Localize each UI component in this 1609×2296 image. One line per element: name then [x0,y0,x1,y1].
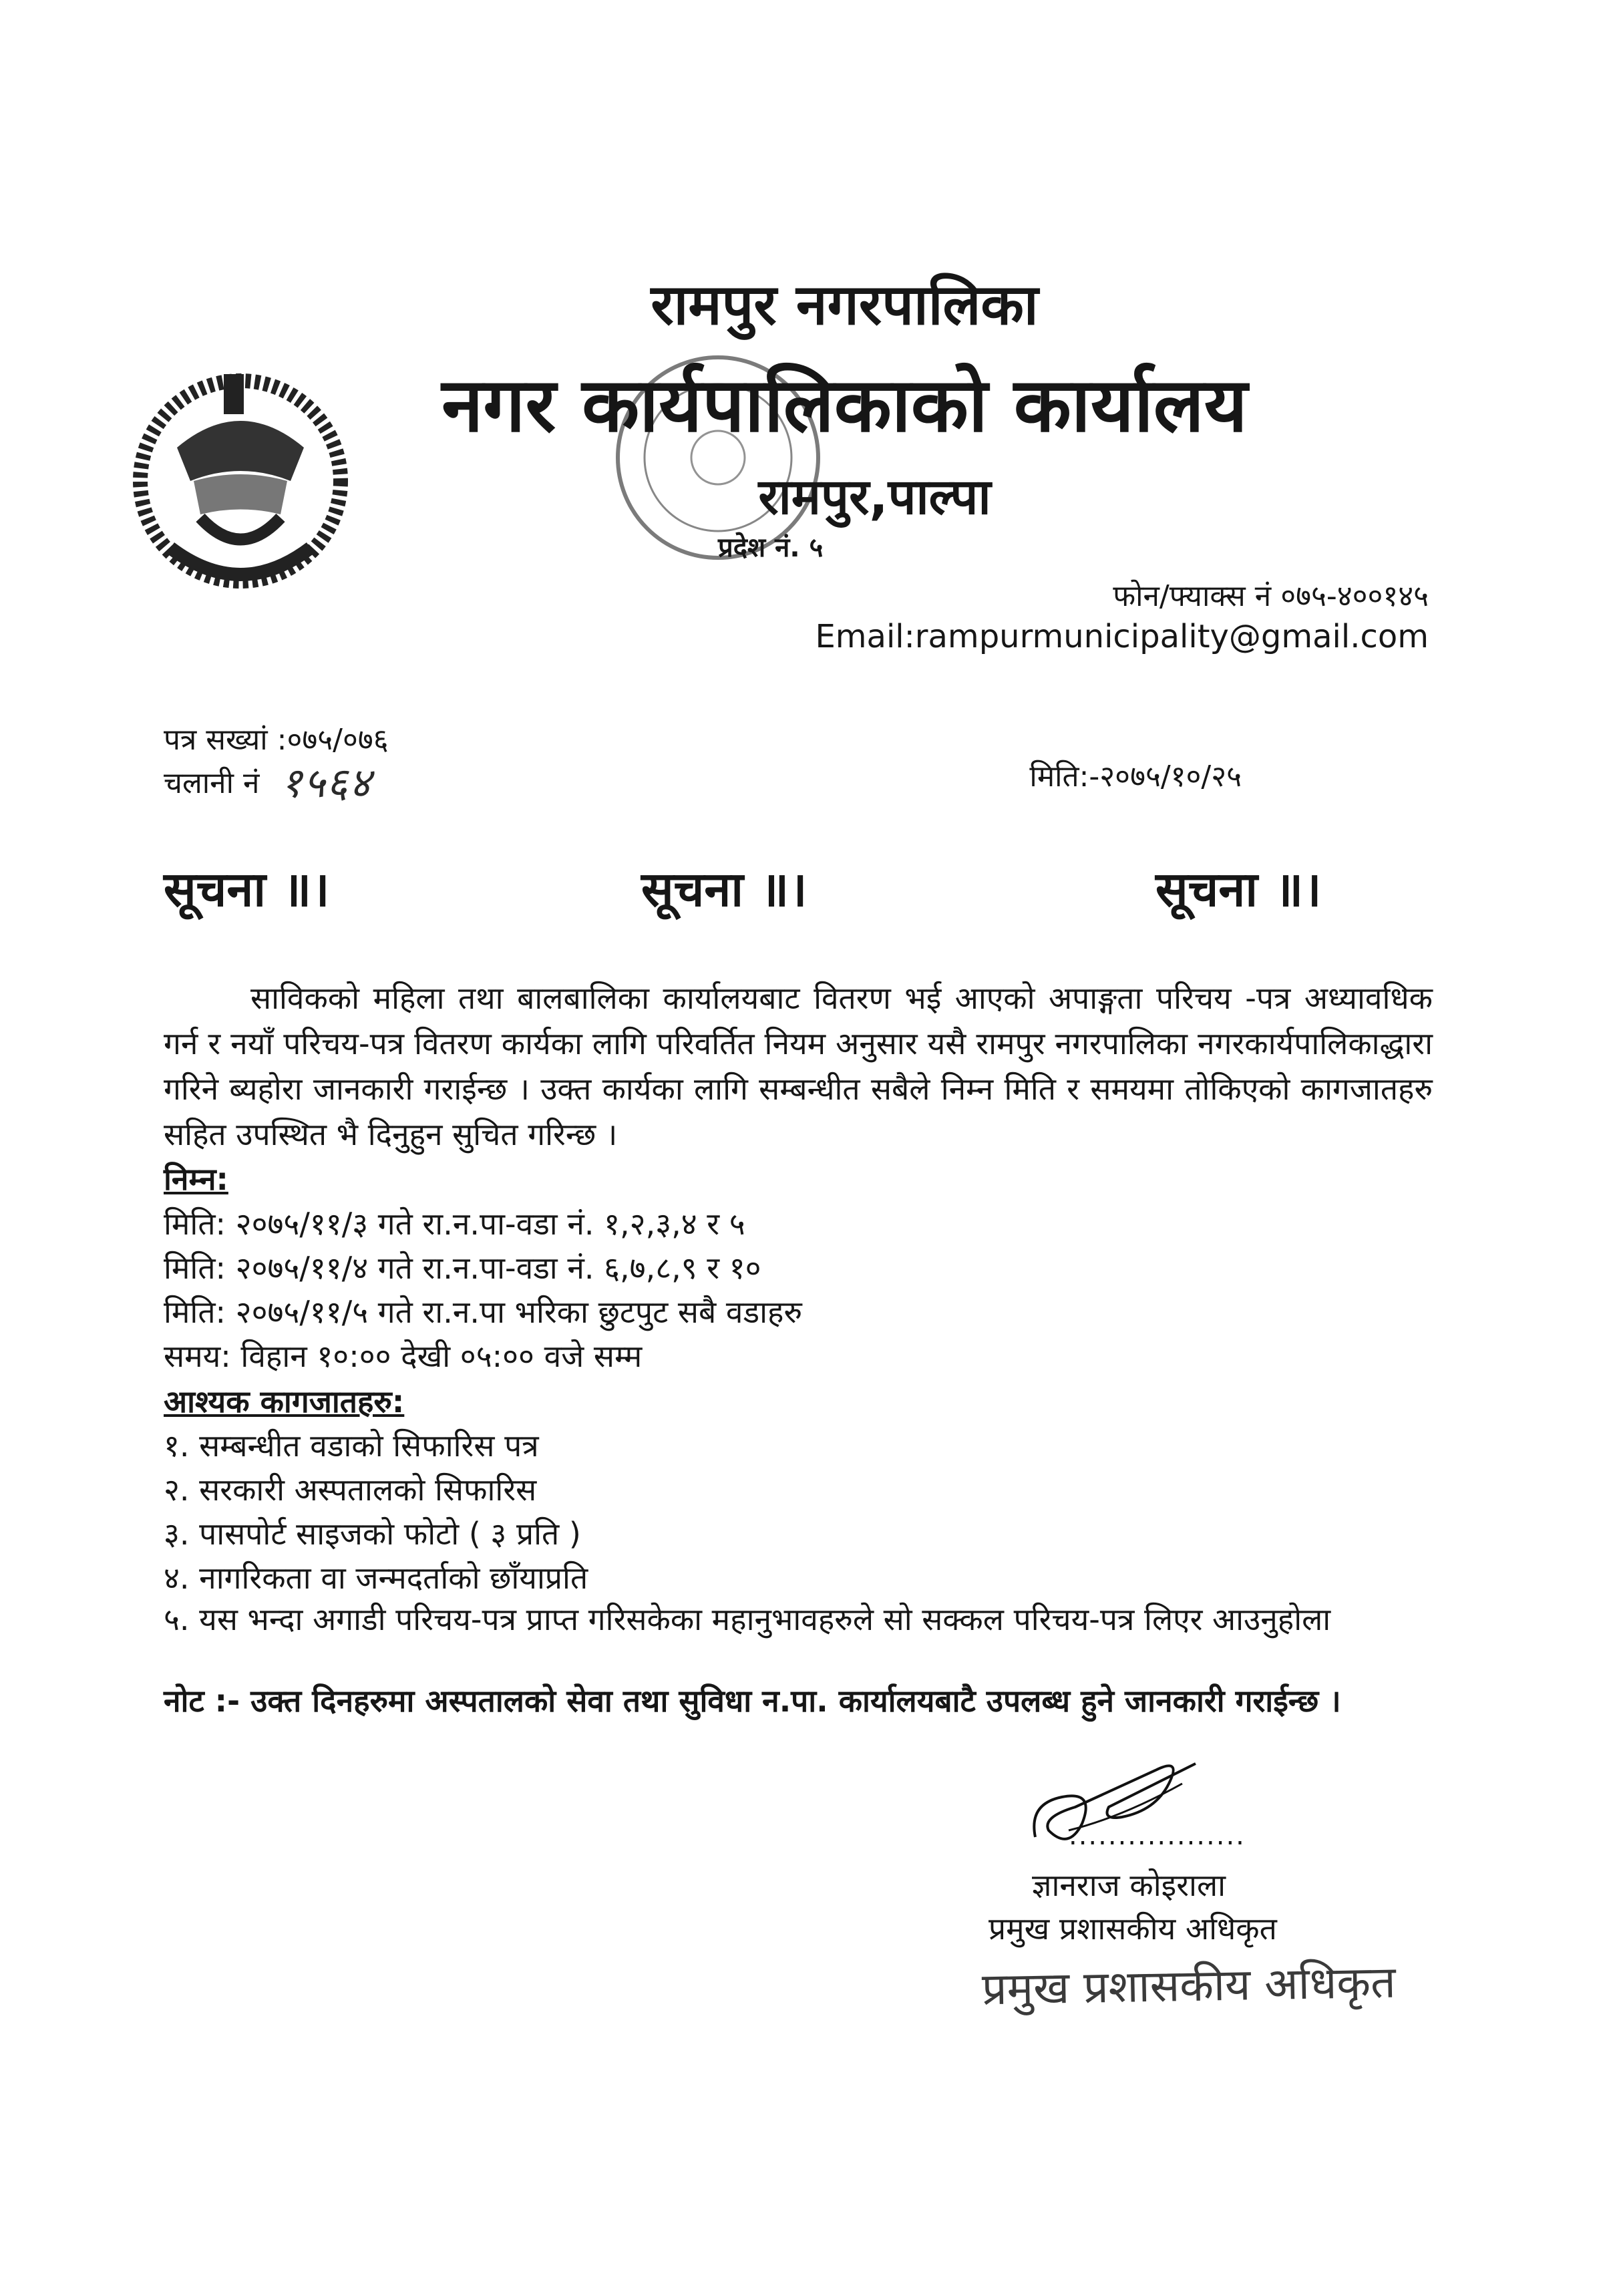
signature-line: .................. [1069,1820,1246,1851]
office-name: नगर कार्यपालिकाको कार्यालय [441,362,1248,449]
municipality-name: रामपुर नगरपालिका [651,272,1039,337]
schedule-heading: निम्न: [164,1161,228,1197]
signer-title: प्रमुख प्रशासकीय अधिकृत [989,1911,1277,1947]
document-item: २. सरकारी अस्पतालको सिफारिस [164,1472,537,1508]
document-item: १. सम्बन्धीत वडाको सिफारिस पत्र [164,1428,539,1464]
designation-stamp: प्रमुख प्रशासकीय अधिकृत [981,1956,1397,2015]
letter-date: मिति:-२०७५/१०/२५ [1029,760,1242,794]
notice-heading: सूचना ॥। [641,861,808,917]
schedule-item: मिति: २०७५/११/४ गते रा.न.पा-वडा नं. ६,७,८,९ र १० [164,1250,761,1286]
notice-body: साविकको महिला तथा बालबालिका कार्यालयबाट वितरण भई आएको अपाङ्गता परिचय -पत्र अध्यावधिक गर्न र नयाँ परिचय-पत्र वितरण कार्यका लागि परिवर्तित नियम अनुसार यसै रामपुर नगरपालिका नगरकार्यपालिकाद्धारा गरिने ब्यहोरा जानकारी गराईन्छ । उक्त कार्यका लागि सम्बन्धीत सबैले निम्न मिति र समयमा तोकिएको कागजातहरु सहित उपस्थित भै दिनुहुन सुचित गरिन्छ । [164,980,1433,1152]
documents-heading: आश्यक कागजातहरु: [164,1383,405,1420]
schedule-item: मिति: २०७५/११/३ गते रा.न.पा-वडा नं. १,२,३,४ र ५ [164,1206,745,1242]
province-label: प्रदेश नं. ५ [718,532,824,563]
dispatch-number-label: चलानी नं [164,766,260,800]
dispatch-number-handwritten: १५६४ [281,758,372,807]
letter-number: पत्र सख्यां :०७५/०७६ [164,723,389,757]
email-address: Email:rampurmunicipality@gmail.com [815,618,1429,655]
schedule-time: समय: विहान १०:०० देखी ०५:०० वजे सम्म [164,1338,643,1374]
document-item: ५. यस भन्दा अगाडी परिचय-पत्र प्राप्त गरिसकेका महानुभावहरुले सो सक्कल परिचय-पत्र लिएर आउनुहोला [164,1601,1331,1637]
note-text: नोट :- उक्त दिनहरुमा अस्पतालको सेवा तथा सुविधा न.पा. कार्यालयबाटै उपलब्ध हुने जानकारी गराईन्छ । [164,1683,1341,1719]
notice-heading: सूचना ॥। [1155,861,1322,917]
office-address: रामपुर,पाल्पा [758,468,991,526]
phone-fax: फोन/फ्याक्स नं ०७५-४००१४५ [1113,579,1429,613]
signer-name: ज्ञानराज कोइराला [1032,1867,1226,1903]
document-item: ३. पासपोर्ट साइजको फोटो ( ३ प्रति ) [164,1516,581,1552]
schedule-item: मिति: २०७५/११/५ गते रा.न.पा भरिका छुटपुट सबै वडाहरु [164,1294,802,1330]
notice-heading: सूचना ॥। [164,861,330,917]
document-item: ४. नागरिकता वा जन्मदर्ताको छाँयाप्रति [164,1560,588,1596]
